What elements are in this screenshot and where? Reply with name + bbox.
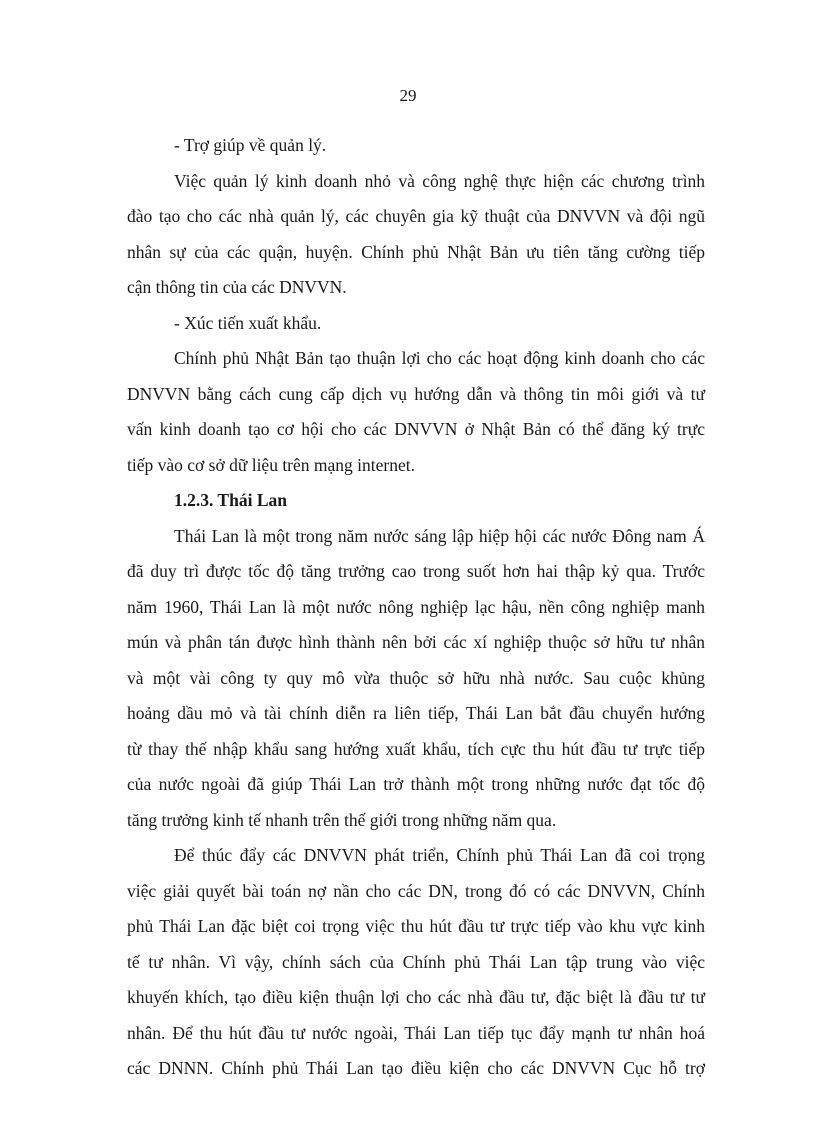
- page-number: 29: [399, 86, 417, 105]
- text-line: DNVVN bằng cách cung cấp dịch vụ hướng dẫn và thông tin môi giới và tư: [127, 383, 705, 404]
- text-line: - Trợ giúp về quản lý.: [174, 135, 327, 155]
- paragraph-thailand-policy: [127, 838, 705, 1087]
- list-item-export-promotion: [127, 306, 705, 342]
- text-line: hoảng dầu mỏ và tài chính diễn ra liên tiếp, Thái Lan bắt đầu chuyển hướng: [127, 703, 705, 723]
- text-line: Việc quản lý kinh doanh nhỏ và công nghệ thực hiện các chương trình: [174, 170, 705, 191]
- text-line: Để thúc đẩy các DNVVN phát triển, Chính phủ Thái Lan đã coi trọng: [174, 845, 705, 865]
- text-line: vấn kinh doanh tạo cơ hội cho các DNVVN ở Nhật Bản có thể đăng ký trực: [127, 419, 705, 439]
- text-line: đã duy trì được tốc độ tăng trưởng cao trong suốt hơn hai thập kỷ qua. Trước: [127, 561, 705, 581]
- text-line: Chính phủ Nhật Bản tạo thuận lợi cho các hoạt động kinh doanh cho các: [174, 348, 705, 368]
- text-line: từ thay thế nhập khẩu sang hướng xuất khẩu, tích cực thu hút đầu tư trực tiếp: [127, 738, 705, 759]
- text-line: các DNNN. Chính phủ Thái Lan tạo điều kiện cho các DNVVN Cục hỗ trợ: [127, 1058, 705, 1078]
- paragraph-export-support: [127, 341, 705, 483]
- text-line: tăng trưởng kinh tế nhanh trên thế giới trong những năm qua.: [127, 809, 557, 830]
- text-line: và một vài công ty quy mô vừa thuộc sở hữu nhà nước. Sau cuộc khủng: [127, 667, 705, 688]
- paragraph-thailand-overview: [127, 519, 705, 839]
- text-line: tiếp vào cơ sở dữ liệu trên mạng internet.: [127, 454, 415, 475]
- section-heading-thailand: [127, 483, 705, 519]
- text-line: phủ Thái Lan đặc biệt coi trọng việc thu hút đầu tư trực tiếp vào khu vực kinh: [127, 916, 705, 936]
- page-body: [127, 128, 705, 1087]
- text-line: mún và phân tán được hình thành nên bởi các xí nghiệp thuộc sở hữu tư nhân: [127, 632, 705, 652]
- text-line: khuyến khích, tạo điều kiện thuận lợi cho các nhà đầu tư, đặc biệt là đầu tư tư: [127, 987, 705, 1007]
- text-line: tế tư nhân. Vì vậy, chính sách của Chính phủ Thái Lan tập trung vào việc: [127, 951, 705, 972]
- heading-text: 1.2.3. Thái Lan: [174, 490, 287, 510]
- text-line: nhân. Để thu hút đầu tư nước ngoài, Thái Lan tiếp tục đẩy mạnh tư nhân hoá: [127, 1022, 705, 1043]
- text-line: nhân sự của các quận, huyện. Chính phủ Nhật Bản ưu tiên tăng cường tiếp: [127, 241, 705, 262]
- text-line: Thái Lan là một trong năm nước sáng lập hiệp hội các nước Đông nam Á: [174, 525, 705, 546]
- text-line: cận thông tin của các DNVVN.: [127, 277, 347, 297]
- text-line: việc giải quyết bài toán nợ nần cho các DN, trong đó có các DNVVN, Chính: [127, 880, 705, 901]
- paragraph-management-training: [127, 164, 705, 306]
- list-item-management-support: [127, 128, 705, 164]
- text-line: đào tạo cho các nhà quản lý, các chuyên gia kỹ thuật của DNVVN và đội ngũ: [127, 206, 705, 226]
- text-line: - Xúc tiến xuất khẩu.: [174, 312, 322, 333]
- text-line: năm 1960, Thái Lan là một nước nông nghiệp lạc hậu, nền công nghiệp manh: [127, 596, 705, 617]
- text-line: của nước ngoài đã giúp Thái Lan trở thành một trong những nước đạt tốc độ: [127, 774, 705, 794]
